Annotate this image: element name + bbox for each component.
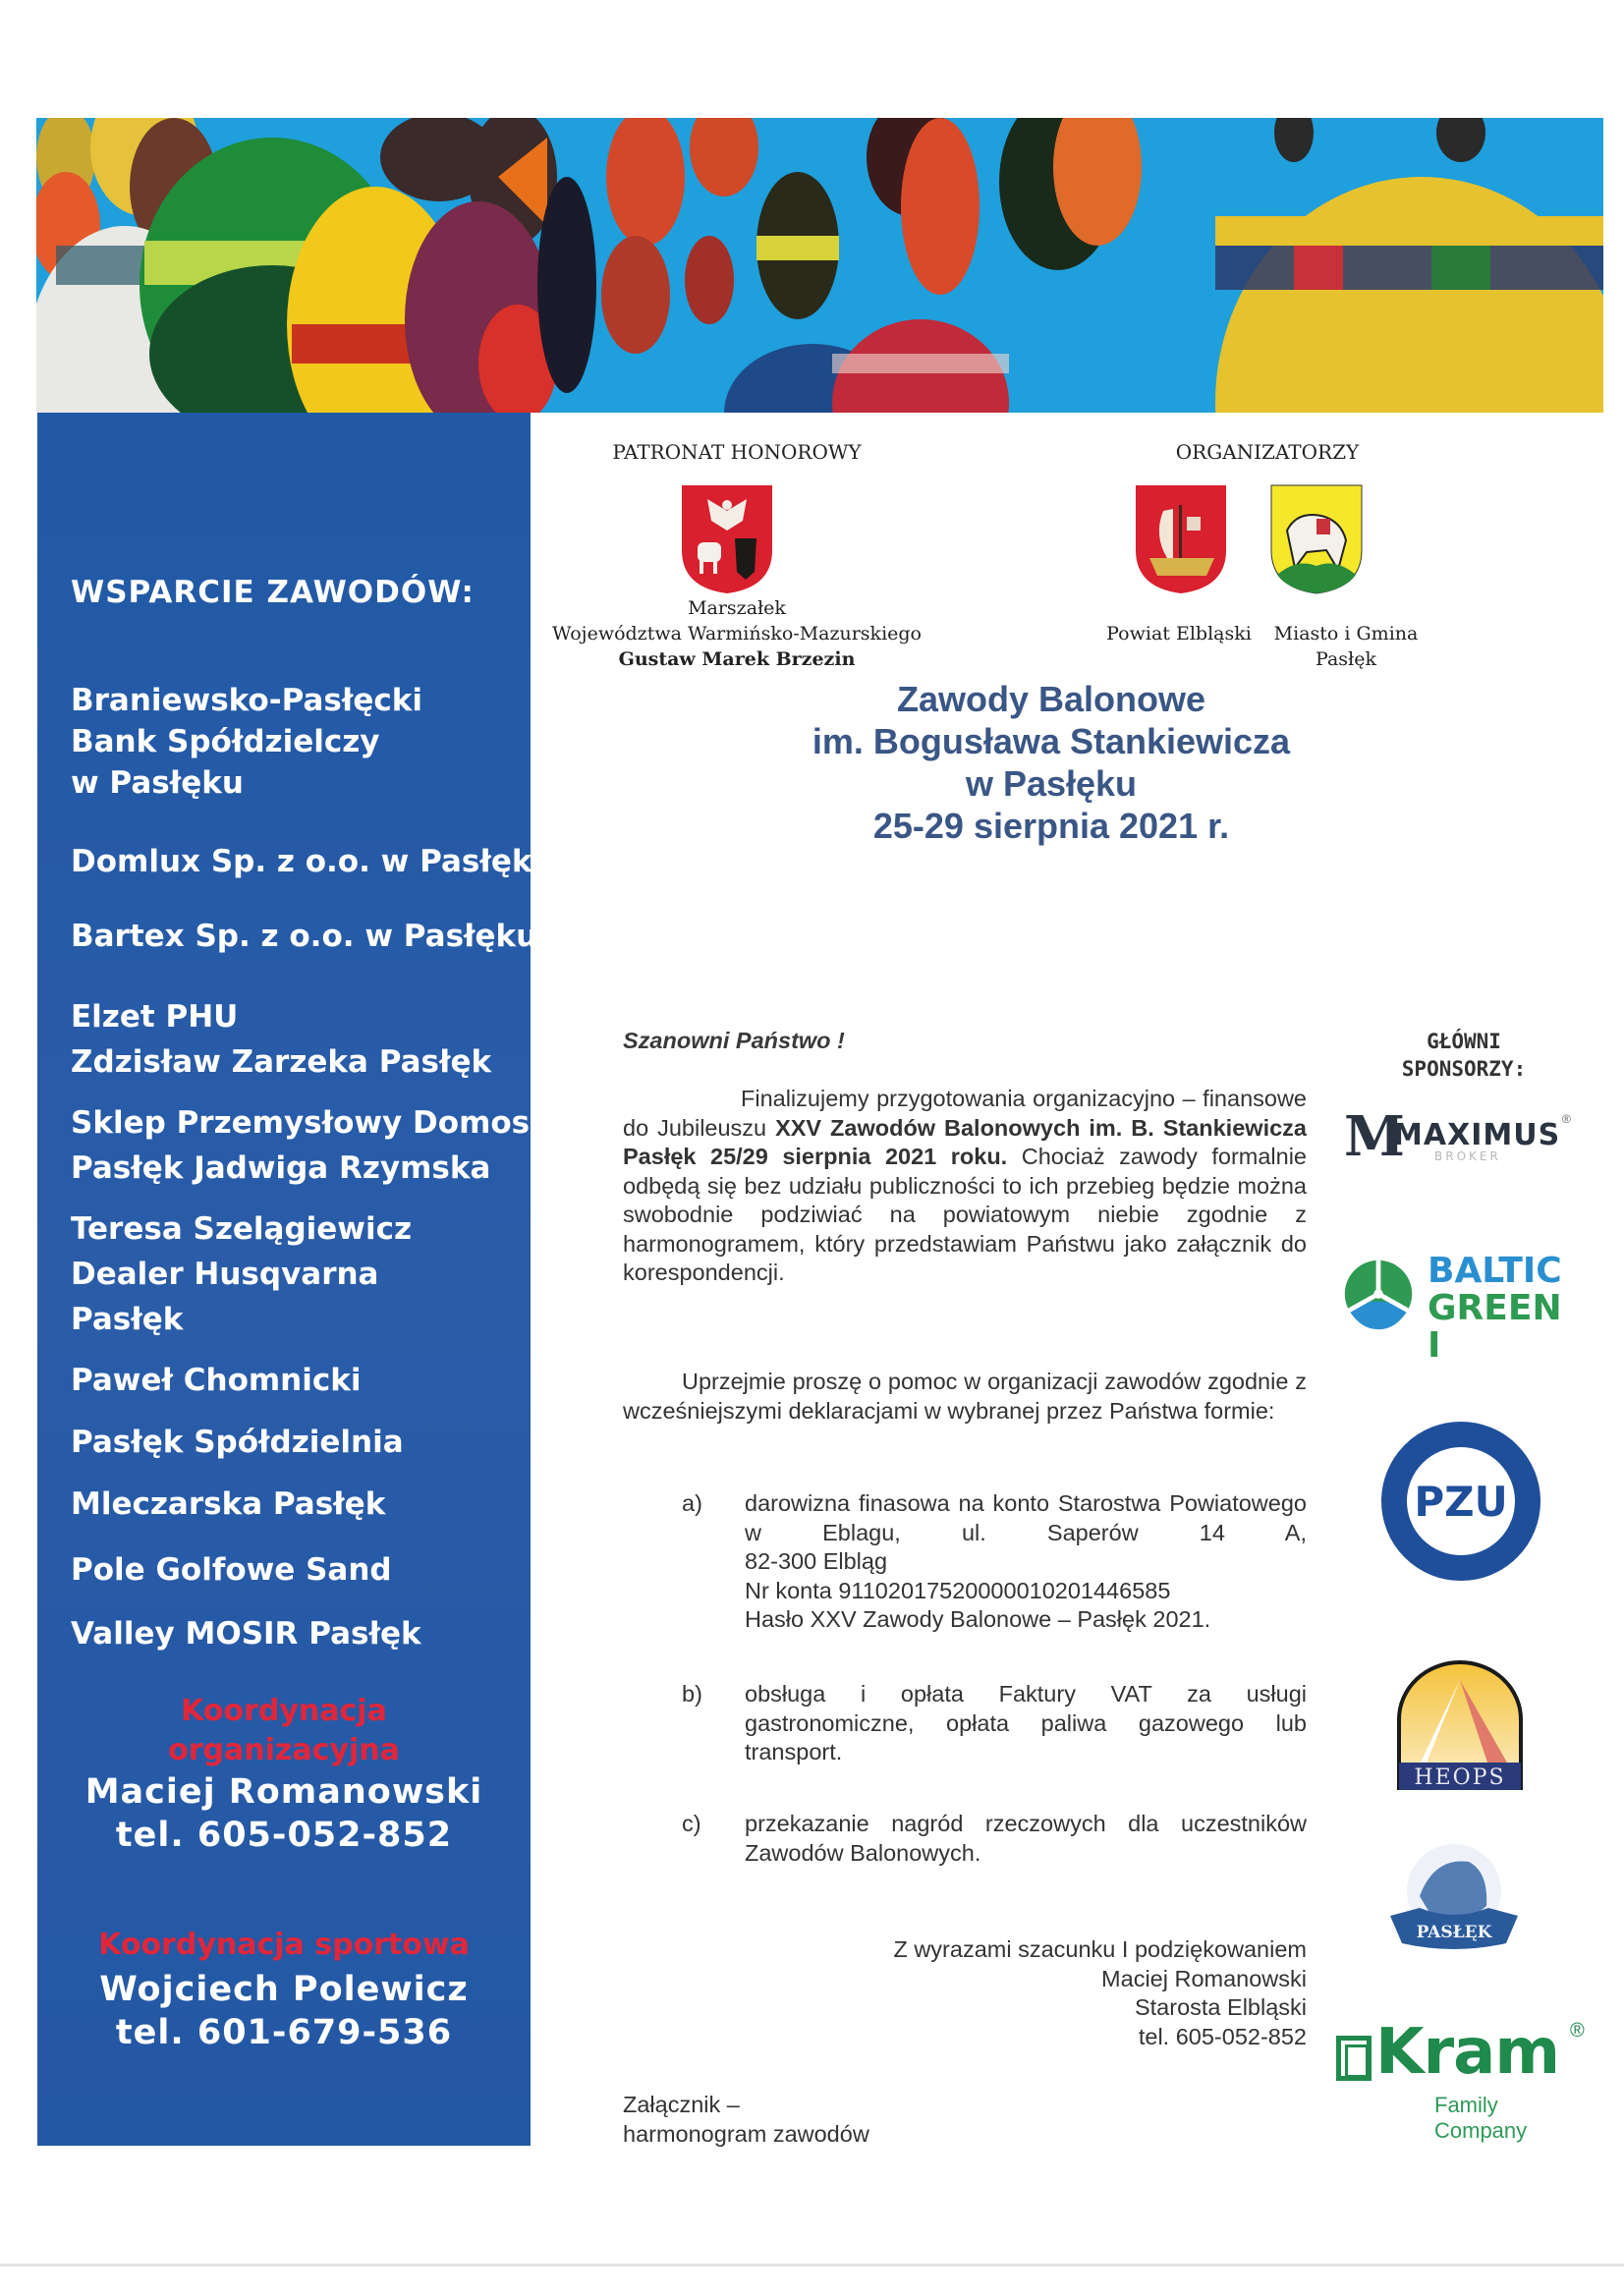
kram-square-icon [1336, 2036, 1372, 2081]
pzu-text: PZU [1414, 1478, 1508, 1526]
title-line3: w Pasłęku [965, 763, 1138, 804]
patron-name: Gustaw Marek Brzezin [618, 648, 856, 670]
supporter-line: Teresa Szelągiewicz [71, 1211, 412, 1247]
supporter-line: Pasłęk [71, 1302, 184, 1337]
supporter-line: Zdzisław Zarzeka Pasłęk [71, 1044, 492, 1080]
organizers-label: ORGANIZATORZY [1175, 440, 1360, 464]
kram-registered: ® [1570, 2020, 1585, 2042]
supporter-line: Domlux Sp. z o.o. w Pasłęku [71, 844, 554, 879]
balloons-banner-image [36, 118, 1603, 413]
sponsors-heading-line2: SPONSORZY: [1401, 1057, 1527, 1081]
sponsors-heading [1346, 1028, 1582, 1083]
supporter-line: Paweł Chomnicki [71, 1363, 362, 1398]
option-a-line: 82-300 Elbląg [745, 1548, 888, 1574]
baltic-wordmark: BALTIC [1428, 1251, 1562, 1291]
warminsko-mazurskie-crest-icon [678, 481, 776, 595]
p1-end: Chociaż zawody formalnie odbędą się bez udziału publiczności to ich przebieg będzie można swobodnie podziwiać na powiatowym niebie zgodnie z harmonogramem, który przedstawiam Państwu jako załącznik do korespondencji. [623, 1144, 1307, 1285]
event-title [776, 678, 1326, 847]
coordination-sport-phone: tel. 601-679-536 [115, 2013, 453, 2052]
letter-paragraph-1 [623, 1085, 1307, 1288]
option-c-text: przekazanie nagród rzeczowych dla uczestników Zawodów Balonowych. [745, 1811, 1307, 1866]
supporter-line: Pasłęk Spółdzielnia [71, 1425, 404, 1460]
option-a-line: darowizna finasowa na konto Starostwa Powiatowego w Eblagu, ul. Saperów 14 A, [745, 1490, 1307, 1545]
paslek-crest-icon [1267, 481, 1366, 595]
title-line2: im. Bogusława Stankiewicza [812, 721, 1291, 761]
coordination-org-label: organizacyjna [168, 1733, 400, 1767]
kram-tagline: Family Company [1434, 2093, 1528, 2143]
p1-start: Finalizujemy przygotowania organizacyjno – finansowe do Jubileuszu [623, 1086, 1307, 1141]
option-a-line: Nr konta 91102017520000010201446585 [745, 1577, 1171, 1603]
pzu-logo [1379, 1420, 1542, 1583]
title-line1: Zawody Balonowe [896, 679, 1206, 719]
letter-paragraph-2: Uprzejmie proszę o pomoc w organizacji zawodów zgodnie z wcześniejszymi deklaracjami w wybranej przez Państwa formie: [623, 1369, 1307, 1424]
maximus-registered: ® [1562, 1112, 1571, 1126]
heops-text: HEOPS [1414, 1765, 1506, 1790]
closing: Z wyrazami szacunku I podziękowaniem [893, 1936, 1307, 1962]
coordination-org-label: Koordynacja [181, 1694, 387, 1728]
balloons-photo [36, 118, 1603, 413]
p1-bold: XXV Zawodów Balonowych im. B. Stankiewicza Pasłęk 25/29 sierpnia 2021 roku. [623, 1114, 1307, 1169]
supporter-line: Bartex Sp. z o.o. w Pasłęku [71, 919, 538, 954]
patron-label: PATRONAT HONOROWY [612, 440, 862, 464]
kram-wordmark: Kram [1375, 2016, 1560, 2089]
signer-title: Starosta Elbląski [1134, 1994, 1307, 2020]
attachment-line1: Załącznik – [623, 2092, 740, 2117]
signer-phone: tel. 605-052-852 [1138, 2023, 1307, 2049]
organizer-2-line1: Miasto i Gmina [1273, 623, 1419, 644]
paslek-emblem-text: PASŁĘK [1416, 1923, 1492, 1942]
supporter-line: Pole Golfowe Sand [71, 1552, 392, 1588]
maximus-sub: BROKER [1434, 1149, 1501, 1163]
pzu-ring-icon [1379, 1420, 1542, 1583]
option-a-line: Hasło XXV Zawody Balonowe – Pasłęk 2021. [745, 1606, 1211, 1632]
signer-name: Maciej Romanowski [1101, 1965, 1307, 1991]
turbine-icon [1341, 1257, 1416, 1331]
page-bottom-rule [0, 2264, 1624, 2267]
green-wordmark: GREEN I [1428, 1288, 1562, 1366]
salutation: Szanowni Państwo ! [623, 1028, 845, 1053]
organizer-2-line2: Pasłęk [1316, 648, 1376, 670]
supporters-sidebar [37, 413, 554, 2146]
supporter-line: Braniewsko-Pasłęcki [71, 683, 422, 718]
attachment-line2: harmonogram zawodów [623, 2120, 869, 2147]
supporter-line: Mleczarska Pasłęk [71, 1486, 386, 1522]
maximus-logo: M MAXIMUS BROKER ® [1344, 1104, 1571, 1169]
option-b-mark: b) [682, 1681, 702, 1707]
heops-logo [1393, 1660, 1527, 1792]
option-a [682, 1489, 1307, 1647]
baltic-green-logo [1341, 1251, 1587, 1366]
powiat-elblaski-crest-icon [1132, 481, 1230, 595]
supporter-line: Pasłęk Jadwiga Rzymska [71, 1150, 491, 1186]
supporter-line: w Pasłęku [71, 765, 244, 801]
sponsors-heading-line1: GŁÓWNI [1427, 1030, 1501, 1053]
supporter-line: Bank Spółdzielczy [71, 724, 380, 759]
option-a-mark: a) [682, 1490, 702, 1516]
patron-line1: Marszałek [688, 597, 786, 619]
maximus-wordmark: MAXIMUS [1393, 1118, 1561, 1152]
supporter-line: Dealer Husqvarna [71, 1257, 379, 1292]
paslek-emblem-logo [1380, 1837, 1528, 1965]
patron-line2: Województwa Warmińsko-Mazurskiego [552, 623, 922, 644]
supporter-line: Valley MOSIR Pasłęk [71, 1616, 421, 1652]
organizer-1-name: Powiat Elbląski [1106, 623, 1252, 644]
supporter-line: Elzet PHU [71, 999, 239, 1035]
option-b-text: obsługa i opłata Faktury VAT za usługi gastronomiczne, opłata paliwa gazowego lub transport. [745, 1681, 1307, 1764]
supporters-heading: WSPARCIE ZAWODÓW: [71, 575, 475, 610]
heops-pyramid-icon [1393, 1660, 1527, 1792]
signature-block [815, 1935, 1307, 2051]
supporter-line: Sklep Przemysłowy Domos [71, 1105, 531, 1141]
coordination-sport-name: Wojciech Polewicz [99, 1970, 469, 2009]
paslek-emblem-icon [1380, 1837, 1528, 1965]
coordination-org-phone: tel. 605-052-852 [115, 1816, 453, 1855]
option-c-mark: c) [682, 1811, 701, 1836]
attachment-note [623, 2091, 869, 2149]
kram-logo [1336, 2016, 1592, 2143]
title-line4: 25-29 sierpnia 2021 r. [872, 806, 1230, 846]
coordination-sport-label: Koordynacja sportowa [98, 1928, 470, 1962]
coordination-org-name: Maciej Romanowski [84, 1772, 483, 1812]
